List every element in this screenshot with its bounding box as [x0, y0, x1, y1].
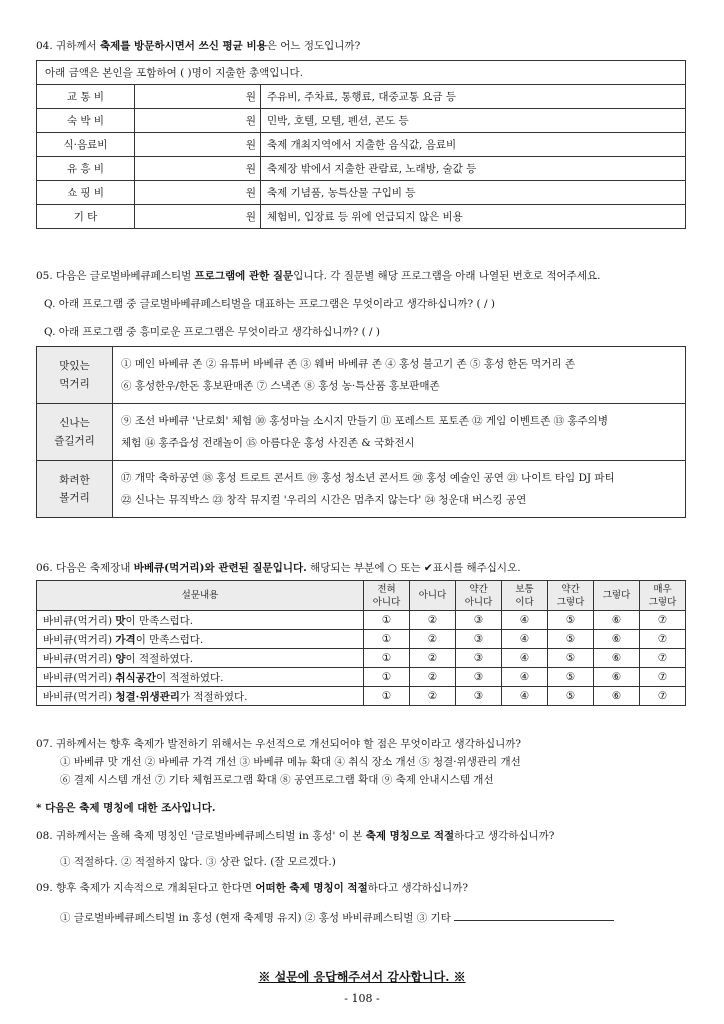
q06-rating-option[interactable]: ⑥	[594, 611, 640, 630]
q06-scale-header-line-2: 그렇다	[556, 596, 585, 608]
q06-scale-header	[548, 581, 594, 611]
q06-rating-option[interactable]: ①	[364, 668, 410, 687]
q04-amount-input[interactable]	[135, 205, 261, 229]
q06-scale-header-line-1: 약간	[469, 583, 488, 595]
q05-sub-question-1: Q. 아래 프로그램 중 글로벌바베큐페스티벌을 대표하는 프로그램은 무엇이라고 생각하십니까? ( / )	[44, 298, 495, 310]
q06-rating-option[interactable]: ⑥	[594, 687, 640, 706]
q06-scale-header	[502, 581, 548, 611]
q05-category-line-1: 맛있는	[59, 360, 90, 372]
q06-item	[37, 630, 364, 649]
q04-row	[37, 133, 686, 157]
q06-rating-option[interactable]: ④	[502, 687, 548, 706]
q05-row	[37, 461, 686, 518]
q06-rating-option[interactable]: ⑤	[548, 630, 594, 649]
q06-scale-header	[410, 581, 456, 611]
q06-scale-header	[640, 581, 686, 611]
q06-rating-option[interactable]: ①	[364, 687, 410, 706]
thanks-message: ※ 설문에 응답해주셔서 감사합니다. ※	[258, 970, 466, 984]
q05-category-line-2: 즐길거리	[54, 435, 95, 447]
q06-item-bold: 청결·위생관리	[115, 690, 180, 703]
q07-question: 07. 귀하께서는 향후 축제가 발전하기 위해서는 우선적으로 개선되어야 할 점은 무엇이라고 생각하십니까?	[36, 738, 522, 750]
q04-row-label: 쇼 핑 비	[37, 181, 135, 205]
q06-rating-option[interactable]: ⑤	[548, 611, 594, 630]
q05-program-table	[36, 346, 686, 518]
q06-rating-option[interactable]: ④	[502, 649, 548, 668]
q06-row	[37, 668, 686, 687]
q04-row	[37, 181, 686, 205]
q06-item-post: 이 만족스럽다.	[125, 614, 194, 627]
q06-rating-option[interactable]: ⑦	[640, 630, 686, 649]
q04-unit: 원	[245, 163, 256, 175]
q06-rating-option[interactable]: ③	[456, 687, 502, 706]
q04-row-label: 식·음료비	[37, 133, 135, 157]
q04-unit: 원	[245, 211, 256, 223]
q06-item-post: 가 적절하였다.	[179, 690, 248, 703]
q06-scale-header-line-2: 그렇다	[648, 596, 677, 608]
q05-category-line-2: 먹거리	[59, 378, 90, 390]
q06-rating-option[interactable]: ⑦	[640, 687, 686, 706]
q06-rating-option[interactable]: ⑦	[640, 668, 686, 687]
page-number: - 108 -	[344, 992, 380, 1005]
q06-rating-option[interactable]: ③	[456, 668, 502, 687]
q06-item-pre: 바비큐(먹거리)	[43, 614, 116, 627]
q06-row	[37, 649, 686, 668]
q05-program-list	[113, 461, 686, 518]
q06-scale-header-line-1: 아니다	[418, 590, 447, 601]
q06-rating-option[interactable]: ③	[456, 630, 502, 649]
q05-category-line-1: 신나는	[59, 417, 90, 429]
q05-row	[37, 404, 686, 461]
q06-scale-header-line-1: 그렇다	[602, 590, 631, 601]
q04-table-header: 아래 금액은 본인을 포함하여 ( )명이 지출한 총액입니다.	[37, 61, 686, 85]
q04-row	[37, 109, 686, 133]
q05-sub-question-2: Q. 아래 프로그램 중 흥미로운 프로그램은 무엇이라고 생각하십니까? ( / )	[44, 326, 381, 338]
q04-row-desc: 축제 개최지역에서 지출한 음식값, 음료비	[261, 133, 686, 157]
q05-program-line-1: ⑨ 조선 바베큐 '난로회' 체험 ⑩ 홍성마늘 소시지 만들기 ⑪ 포레스트 포토존 ⑫ 게임 이벤트존 ⑬ 홍주의병	[121, 415, 608, 427]
q06-item-bold: 맛	[115, 614, 126, 627]
q05-program-line-2: 체험 ⑭ 홍주읍성 전래놀이 ⑮ 아름다운 홍성 사진존 & 국화전시	[121, 437, 415, 449]
q04-amount-input[interactable]	[135, 133, 261, 157]
q04-amount-input[interactable]	[135, 181, 261, 205]
q04-row-label: 숙 박 비	[37, 109, 135, 133]
q04-question: 04. 귀하께서 축제를 방문하시면서 쓰신 평균 비용은 어느 정도입니까?	[36, 40, 361, 52]
q06-col-header: 설문내용	[37, 581, 364, 611]
q06-scale-header-line-1: 약간	[561, 583, 580, 595]
q06-row	[37, 687, 686, 706]
q04-amount-input[interactable]	[135, 85, 261, 109]
q06-item-pre: 바비큐(먹거리)	[43, 652, 116, 665]
q04-row-desc: 주유비, 주차료, 통행료, 대중교통 요금 등	[261, 85, 686, 109]
q06-item-pre: 바비큐(먹거리)	[43, 690, 116, 703]
q06-item-post: 이 적절하였다.	[155, 671, 224, 684]
q05-program-list	[113, 347, 686, 404]
q06-scale-header-line-1: 전혀	[377, 583, 396, 595]
q06-item	[37, 611, 364, 630]
q06-scale-header	[364, 581, 410, 611]
q04-row-label: 교 통 비	[37, 85, 135, 109]
q09-options: ① 글로벌바베큐페스티벌 in 홍성 (현재 축제명 유지) ② 홍성 바비큐페스티벌 ③ 기타	[60, 910, 614, 925]
q06-rating-option[interactable]: ②	[410, 649, 456, 668]
q06-item	[37, 649, 364, 668]
q06-scale-header	[594, 581, 640, 611]
q04-expense-table	[36, 60, 686, 229]
q05-program-line-2: ㉒ 신나는 뮤직박스 ㉓ 창작 뮤지컬 '우리의 시간은 멈추지 않는다' ㉔ 청운대 버스킹 공연	[121, 494, 527, 506]
q05-program-list	[113, 404, 686, 461]
q04-row-label: 유 흥 비	[37, 157, 135, 181]
q06-rating-option[interactable]: ⑤	[548, 668, 594, 687]
q08-question: 08. 귀하께서는 올해 축제 명칭인 '글로벌바베큐페스티벌 in 홍성' 이 본 축제 명칭으로 적절하다고 생각하십니까?	[36, 830, 555, 842]
q05-program-line-1: ⑰ 개막 축하공연 ⑱ 홍성 트로트 콘서트 ⑲ 홍성 청소년 콘서트 ⑳ 홍성 예술인 공연 ㉑ 나이트 타임 DJ 파티	[121, 472, 615, 484]
q06-question: 06. 다음은 축제장내 바베큐(먹거리)와 관련된 질문입니다. 해당되는 부분에 ○ 또는 ✔표시를 해주십시오.	[36, 562, 521, 574]
q06-rating-option[interactable]: ①	[364, 649, 410, 668]
q06-rating-option[interactable]: ⑤	[548, 687, 594, 706]
q04-row-desc: 축제 기념품, 농특산물 구입비 등	[261, 181, 686, 205]
q06-item-pre: 바비큐(먹거리)	[43, 633, 116, 646]
q06-scale-header-line-1: 보통	[515, 583, 534, 595]
q06-item	[37, 687, 364, 706]
q05-program-line-1: ① 메인 바베큐 존 ② 유튜버 바베큐 존 ③ 웨버 바베큐 존 ④ 홍성 불고기 존 ⑤ 홍성 한돈 먹거리 존	[121, 358, 575, 370]
q06-item-bold: 가격	[115, 633, 136, 646]
q06-rating-option[interactable]: ⑥	[594, 649, 640, 668]
q05-row	[37, 347, 686, 404]
q05-category-line-1: 화려한	[59, 474, 90, 486]
q05-category	[37, 461, 113, 518]
q06-item-pre: 바비큐(먹거리)	[43, 671, 116, 684]
q04-row	[37, 85, 686, 109]
q04-unit: 원	[245, 91, 256, 103]
q04-unit: 원	[245, 187, 256, 199]
q04-amount-input[interactable]	[135, 157, 261, 181]
q06-item-post: 이 적절하였다.	[125, 652, 194, 665]
q05-question: 05. 다음은 글로벌바베큐페스티벌 프로그램에 관한 질문입니다. 각 질문별 해당 프로그램을 아래 나열된 번호로 적어주세요.	[36, 270, 601, 282]
q06-rating-option[interactable]: ②	[410, 611, 456, 630]
q06-rating-table	[36, 580, 686, 706]
q06-row	[37, 611, 686, 630]
name-section-notice: * 다음은 축제 명칭에 대한 조사입니다.	[36, 802, 216, 814]
q06-rating-option[interactable]: ⑦	[640, 611, 686, 630]
q06-rating-option[interactable]: ①	[364, 630, 410, 649]
q06-scale-header-line-2: 아니다	[372, 596, 401, 608]
q06-rating-option[interactable]: ②	[410, 668, 456, 687]
q06-rating-option[interactable]: ⑥	[594, 668, 640, 687]
q04-row-desc: 축제장 밖에서 지출한 관람료, 노래방, 술값 등	[261, 157, 686, 181]
q06-rating-option[interactable]: ③	[456, 649, 502, 668]
q09-question: 09. 향후 축제가 지속적으로 개최된다고 한다면 어떠한 축제 명칭이 적절하다고 생각하십니까?	[36, 882, 468, 894]
q06-rating-option[interactable]: ④	[502, 668, 548, 687]
q05-category	[37, 347, 113, 404]
q04-row	[37, 157, 686, 181]
q06-scale-header	[456, 581, 502, 611]
q04-row	[37, 205, 686, 229]
q06-rating-option[interactable]: ⑦	[640, 649, 686, 668]
q07-options-line-1: ① 바베큐 맛 개선 ② 바베큐 가격 개선 ③ 바베큐 메뉴 확대 ④ 취식 장소 개선 ⑤ 청결·위생관리 개선	[60, 756, 521, 768]
q08-options: ① 적절하다. ② 적절하지 않다. ③ 상관 없다. (잘 모르겠다.)	[60, 856, 336, 868]
q06-row	[37, 630, 686, 649]
q06-scale-header-line-2: 이다	[515, 596, 534, 608]
q06-item	[37, 668, 364, 687]
q06-rating-option[interactable]: ④	[502, 630, 548, 649]
q04-unit: 원	[245, 139, 256, 151]
q06-rating-option[interactable]: ⑤	[548, 649, 594, 668]
q06-item-post: 이 만족스럽다.	[135, 633, 204, 646]
q06-rating-option[interactable]: ①	[364, 611, 410, 630]
q06-scale-header-line-1: 매우	[653, 583, 672, 595]
q05-program-line-2: ⑥ 홍성한우/한돈 홍보판매존 ⑦ 스낵존 ⑧ 홍성 농·특산품 홍보판매존	[121, 380, 440, 392]
q04-row-label: 기 타	[37, 205, 135, 229]
q06-item-bold: 양	[115, 652, 126, 665]
q06-scale-header-line-2: 아니다	[464, 596, 493, 608]
q04-row-desc: 체험비, 입장료 등 위에 언급되지 않은 비용	[261, 205, 686, 229]
q04-amount-input[interactable]	[135, 109, 261, 133]
q06-rating-option[interactable]: ⑥	[594, 630, 640, 649]
q04-row-desc: 민박, 호텔, 모텔, 펜션, 콘도 등	[261, 109, 686, 133]
q06-rating-option[interactable]: ④	[502, 611, 548, 630]
q07-options-line-2: ⑥ 결제 시스템 개선 ⑦ 기타 체험프로그램 확대 ⑧ 공연프로그램 확대 ⑨ 축제 안내시스템 개선	[60, 774, 494, 786]
q06-rating-option[interactable]: ②	[410, 630, 456, 649]
q05-category	[37, 404, 113, 461]
q05-category-line-2: 볼거리	[59, 492, 90, 504]
q09-other-blank[interactable]	[454, 911, 614, 921]
q04-unit: 원	[245, 115, 256, 127]
q06-rating-option[interactable]: ②	[410, 687, 456, 706]
q06-item-bold: 취식공간	[115, 671, 156, 684]
q06-rating-option[interactable]: ③	[456, 611, 502, 630]
